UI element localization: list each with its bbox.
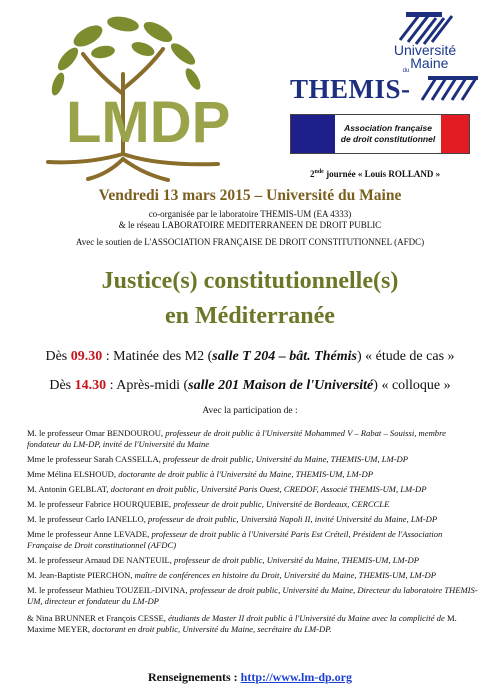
session-afternoon: Dès 14.30 : Après-midi (salle 201 Maison de l'Université) « colloque » (49, 378, 451, 393)
renseignements-label: Renseignements : (148, 670, 241, 684)
co-organisation-line-2: & le réseau LABORATOIRE MEDITERRANEEN DE DROIT PUBLIC (118, 220, 382, 230)
list-item: M. le professeur Mathieu TOUZEIL-DIVINA, professeur de droit public, Université du Maine, Directeur du laboratoire THEMIS-UM, directeur et fondateur du LM-DP (27, 585, 478, 606)
website-link[interactable]: http://www.lm-dp.org (240, 670, 352, 684)
participants-list (27, 428, 479, 639)
flag-blue-stripe (291, 115, 335, 153)
universite-du-maine-text: Université $_{du}$Maine (393, 42, 457, 74)
journee-label: 2nde journée « Louis ROLLAND » (310, 169, 441, 179)
co-organisation-line-1: co-organisée par le laboratoire THEMIS-UM (EA 4333) (148, 209, 352, 219)
soutien-line: Avec le soutien de L'ASSOCIATION FRANÇAISE DE DROIT CONSTITUTIONNEL (AFDC) (75, 237, 425, 247)
list-item: Mme le professeur Anne LEVADE, professeur de droit public à l'Université Paris Est Créteil, Président de l'Association Française de Droit constitutionnel (AFDC) (27, 529, 443, 550)
list-item: M. Antonin GELBLAT, doctorant en droit public, Université Paris Ouest, CREDOF, Associé THEMIS-UM, LM-DP (27, 484, 427, 494)
event-date: Vendredi 13 mars 2015 – Université du Maine (98, 187, 402, 204)
event-title-line-2: en Méditerranée (165, 303, 335, 329)
themis-word: THEMIS- (290, 74, 411, 104)
session-morning: Dès 09.30 : Matinée des M2 (salle T 204 – bât. Thémis) « étude de cas » (45, 349, 455, 364)
themis-um-logo (290, 70, 490, 106)
list-item: Mme Mélina ELSHOUD, doctorante de droit public à l'Université du Maine, THEMIS-UM, LM-DP (27, 469, 373, 479)
themis-emblem-icon (418, 74, 488, 102)
lmdp-logo-text: LMDP (66, 90, 231, 155)
list-item: M. le professeur Arnaud DE NANTEUIL, professeur de droit public, Université du Maine, THEMIS-UM, LM-DP (27, 555, 419, 565)
afdc-text: Association française de droit constitutionnel (335, 115, 441, 153)
flag-red-stripe (441, 115, 469, 153)
afdc-flag-logo (290, 114, 470, 154)
list-item: M. le professeur Omar BENDOUROU, professeur de droit public à l'Université Mohammed V – Rabat – Souissi, membre fondateur du LM-DP, invité de l'Université du Maine (27, 428, 446, 449)
lmdp-logo (28, 14, 258, 182)
students-note: & Nina BRUNNER et François CESSE, étudiants de Master II droit public à l'Université du Maine avec la complicité de M. Maxime MEYER, doctorant en droit public, Université du Maine, secrétaire du LM-DP. (27, 613, 457, 634)
event-title-line-1: Justice(s) constitutionnelle(s) (101, 268, 399, 294)
tree-icon (28, 14, 258, 182)
list-item: M. Jean-Baptiste PIERCHON, maître de conférences en histoire du Droit, Université du Maine, THEMIS-UM, LM-DP (27, 570, 437, 580)
list-item: M. le professeur Fabrice HOURQUEBIE, professeur de droit public, Université de Bordeaux, CERCCLE (27, 499, 390, 509)
renseignements-footer (0, 670, 500, 685)
participation-heading: Avec la participation de : (202, 406, 298, 416)
list-item: M. le professeur Carlo IANELLO, professeur de droit public, Università Napoli II, invité Université du Maine, LM-DP (27, 514, 438, 524)
list-item: Mme le professeur Sarah CASSELLA, professeur de droit public, Université du Maine, THEMIS-UM, LM-DP (27, 454, 409, 464)
